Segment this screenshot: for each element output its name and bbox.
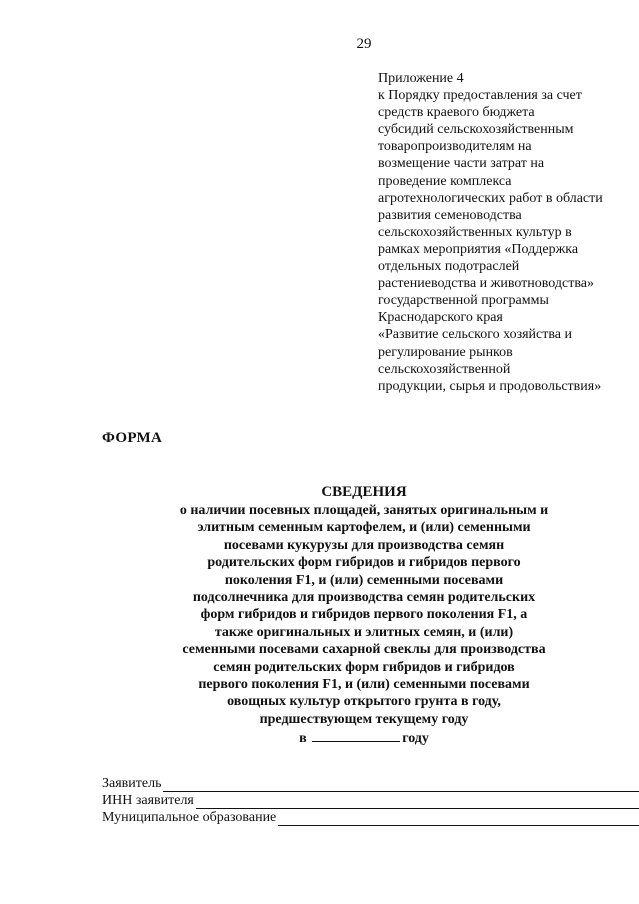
form-label: ФОРМА (102, 430, 163, 446)
municipality-field[interactable] (278, 812, 639, 826)
year-line (0, 729, 639, 748)
subtitle-line: о наличии посевных площадей, занятых оригинальным и (179, 503, 549, 518)
document-title: СВЕДЕНИЯ (321, 484, 407, 500)
municipality-label: Муниципальное образование (102, 810, 277, 825)
subtitle-line: семенными посевами сахарной свеклы для производства (182, 642, 546, 658)
subtitle-line: также оригинальных и элитных семян, и (или) (214, 624, 514, 640)
inn-field[interactable] (196, 795, 639, 809)
subtitle-line: форм гибридов и гибридов первого поколения F1, а (200, 607, 528, 623)
appendix-line: «Развитие сельского хозяйства и (378, 327, 573, 343)
subtitle-line: элитным семенным картофелем, и (или) семенными (197, 520, 531, 536)
municipality-row (102, 809, 639, 826)
subtitle-line: поколения F1, и (или) семенными посевами (224, 572, 504, 588)
year-blank-field[interactable] (312, 729, 400, 742)
year-prefix: в (299, 731, 307, 747)
appendix-line: растениеводства и животноводства» (378, 276, 594, 292)
appendix-line: государственной программы (378, 293, 549, 309)
subtitle-line: родительских форм гибридов и гибридов первого (207, 555, 521, 571)
subtitle-line: подсолнечника для производства семян родительских (192, 590, 536, 606)
inn-row (102, 792, 639, 809)
appendix-line: продукции, сырья и продовольствия» (378, 378, 602, 394)
appendix-line: проведение комплекса (378, 173, 512, 189)
page-number: 29 (356, 36, 372, 52)
appendix-line: отдельных подотраслей (378, 259, 520, 275)
subtitle-line: семян родительских форм гибридов и гибридов (213, 659, 515, 675)
appendix-block (378, 70, 638, 395)
appendix-line: сельскохозяйственной (378, 361, 511, 377)
applicant-row (102, 775, 639, 792)
appendix-line: средств краевого бюджета (378, 105, 535, 121)
title-block (0, 483, 639, 748)
appendix-line: регулирование рынков (378, 344, 513, 360)
subtitle-line: первого поколения F1, и (или) семенными посевами (198, 677, 530, 693)
appendix-line: агротехнологических работ в области (378, 190, 603, 206)
applicant-field[interactable] (163, 778, 639, 792)
appendix-line: Краснодарского края (378, 310, 503, 326)
year-suffix: году (402, 731, 429, 747)
subtitle-line: посевами кукурузы для производства семян (223, 537, 505, 553)
applicant-fields (102, 775, 639, 826)
document-subtitle (0, 502, 639, 728)
appendix-line: Приложение 4 (378, 71, 464, 86)
appendix-line: возмещение части затрат на (378, 156, 545, 172)
appendix-line: развития семеноводства (378, 207, 522, 223)
appendix-line: субсидий сельскохозяйственным (378, 122, 574, 138)
subtitle-line: овощных культур открытого грунта в году, (227, 694, 501, 710)
applicant-label: Заявитель (102, 776, 162, 791)
appendix-line: рамках мероприятия «Поддержка (378, 241, 579, 257)
subtitle-line: предшествующем текущему году (259, 711, 469, 727)
inn-label: ИНН заявителя (102, 793, 194, 808)
appendix-line: товаропроизводителям на (378, 139, 532, 155)
appendix-line: сельскохозяйственных культур в (378, 224, 572, 240)
appendix-line: к Порядку предоставления за счет (378, 88, 582, 104)
